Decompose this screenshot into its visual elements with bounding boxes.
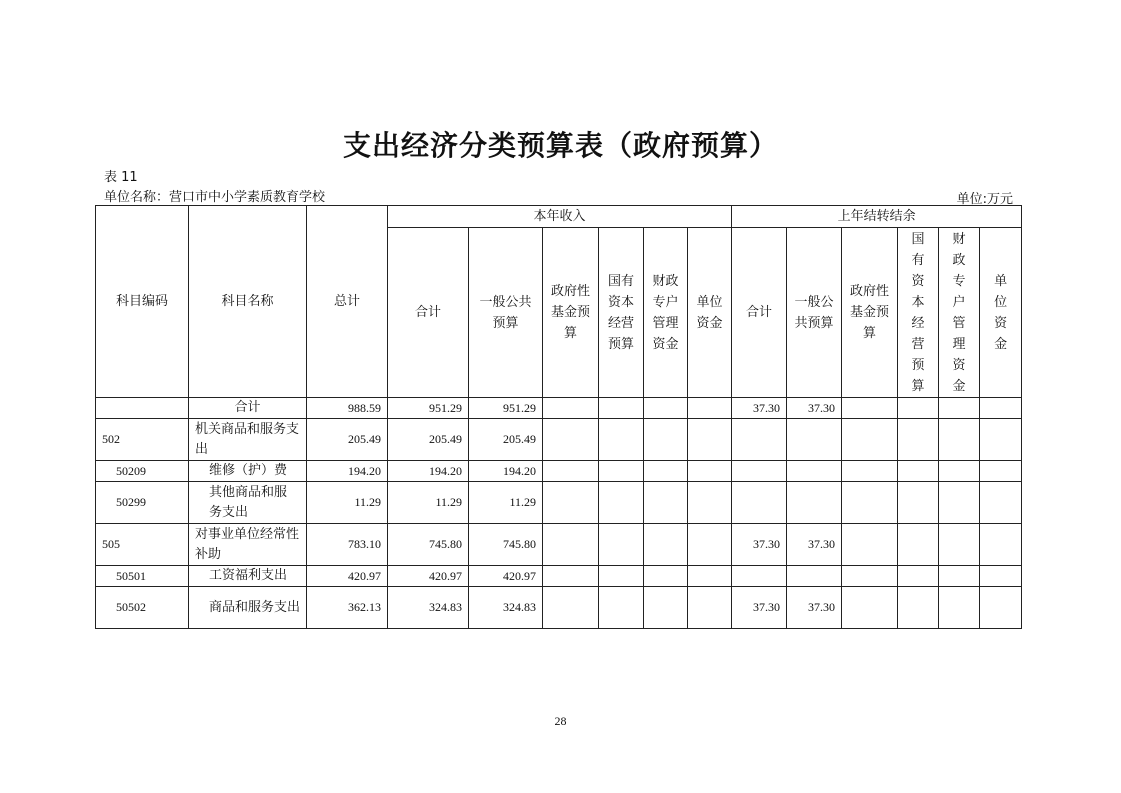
- header-ty-total: 合计: [388, 228, 469, 398]
- header-name: 科目名称: [189, 206, 307, 398]
- budget-table: [95, 205, 1022, 629]
- header-ty-finance: 财政专户管理资金: [644, 228, 688, 398]
- table-row: 502 机关商品和服务支出 205.49 205.49 205.49: [96, 419, 1022, 461]
- header-co-total: 合计: [732, 228, 787, 398]
- table-row: 50299 其他商品和服务支出 11.29 11.29 11.29: [96, 482, 1022, 524]
- header-ty-fund: 政府性基金预算: [543, 228, 599, 398]
- header-code: 科目编码: [96, 206, 189, 398]
- header-co-fund: 政府性基金预算: [842, 228, 898, 398]
- header-carryover: 上年结转结余: [732, 206, 1022, 228]
- header-ty-unit: 单位资金: [688, 228, 732, 398]
- table-row: 50501 工资福利支出 420.97 420.97 420.97: [96, 566, 1022, 587]
- table-number: 表 11: [104, 170, 138, 185]
- table-row: 505 对事业单位经常性补助 783.10 745.80 745.80 37.30 37.30: [96, 524, 1022, 566]
- unit-name: 单位名称：营口市中小学素质教育学校: [104, 190, 326, 205]
- header-total: 总计: [307, 206, 388, 398]
- page-number: 28: [554, 714, 567, 728]
- table-row: 50209 维修（护）费 194.20 194.20 194.20: [96, 461, 1022, 482]
- header-co-unit: 单位资金: [980, 228, 1022, 398]
- table-row: 合计 988.59 951.29 951.29 37.30 37.30: [96, 398, 1022, 419]
- header-co-state: 国有资本经营预算: [898, 228, 939, 398]
- page-title: 支出经济分类预算表（政府预算）: [342, 129, 778, 162]
- header-ty-state: 国有资本经营预算: [599, 228, 644, 398]
- table-row: 50502 商品和服务支出 362.13 324.83 324.83 37.30 37.30: [96, 587, 1022, 629]
- header-this-year: 本年收入: [388, 206, 732, 228]
- unit-label: 单位:万元: [956, 192, 1013, 207]
- header-co-general: 一般公共预算: [787, 228, 842, 398]
- header-ty-general: 一般公共预算: [469, 228, 543, 398]
- header-co-finance: 财政专户管理资金: [939, 228, 980, 398]
